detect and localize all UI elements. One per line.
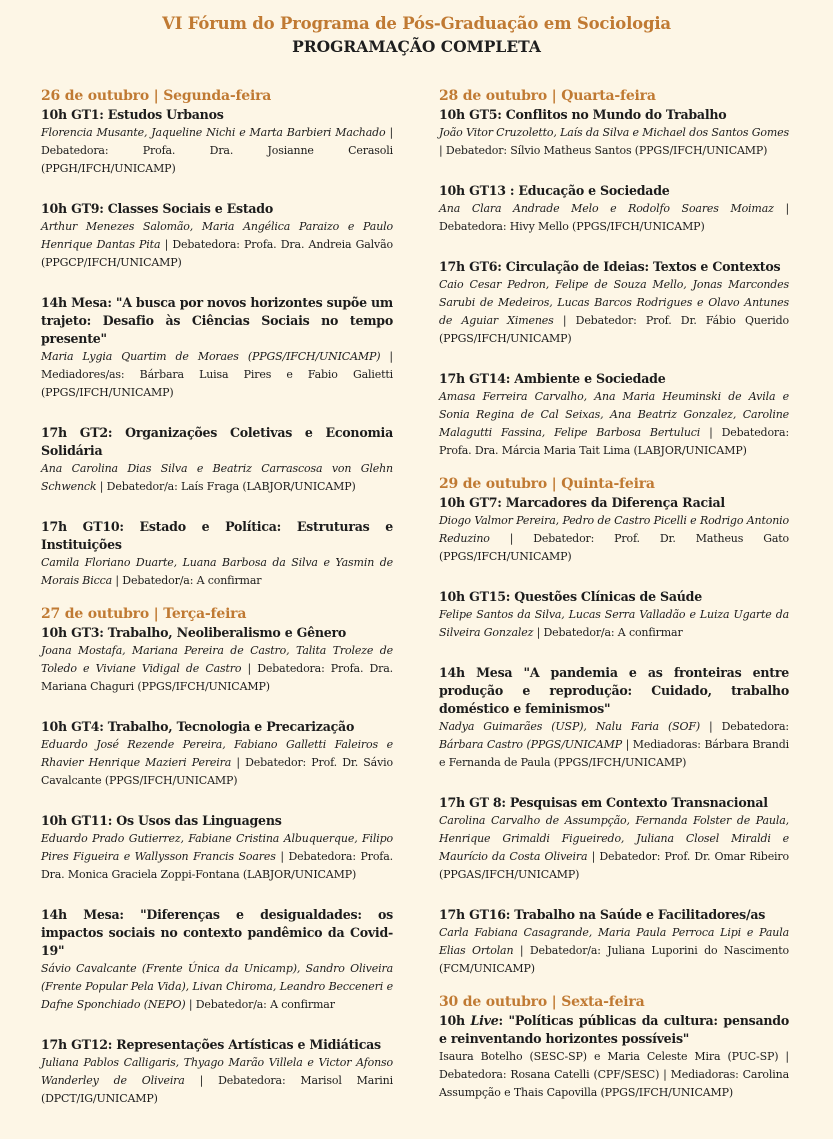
entry-details: | Debatedor: Prof. Dr. Sávio Cavalcante (PPGS/IFCH/UNICAMP) — [41, 756, 393, 787]
schedule-entry — [439, 494, 789, 566]
entry-title: 10h GT3: Trabalho, Neoliberalismo e Gênero — [41, 625, 347, 640]
entry-description — [439, 718, 789, 772]
entry-description — [439, 276, 789, 348]
entry-details: | Debatedora: Profa. Dra. Monica Graciela Zoppi-Fontana (LABJOR/UNICAMP) — [41, 850, 393, 881]
entry-description — [41, 218, 393, 272]
entry-details: | Debatedor/a: A confirmar — [112, 574, 262, 587]
entry-details: | Debatedor: Prof. Dr. Fábio Querido (PPGS/IFCH/UNICAMP) — [439, 314, 789, 345]
entry-people: Bárbara Castro (PPGS/UNICAMP — [439, 738, 622, 751]
day-heading: 29 de outubro | Quinta-feira — [439, 476, 655, 492]
entry-description — [41, 736, 393, 790]
entry-title: 17h GT 8: Pesquisas em Contexto Transnacional — [439, 795, 768, 810]
entry-title: 17h GT6: Circulação de Ideias: Textos e Contextos — [439, 259, 781, 274]
entry-title: 10h GT4: Trabalho, Tecnologia e Precarização — [41, 719, 355, 734]
entry-title: 10h GT1: Estudos Urbanos — [41, 107, 224, 122]
entry-details: | Debatedor: Sílvio Matheus Santos (PPGS/IFCH/UNICAMP) — [439, 144, 768, 157]
entry-details: | Debatedor/a: Juliana Luporini do Nascimento (FCM/UNICAMP) — [439, 944, 789, 975]
entry-people: Amasa Ferreira Carvalho, Ana Maria Heuminski de Avila e Sonia Regina de Cal Seixas, Ana Beatriz Gonzalez, Caroline Malagutti Fassina, Felipe Barbosa Bertuluci — [439, 390, 789, 439]
entry-title: 17h GT10: Estado e Política: Estruturas e Instituições — [41, 519, 393, 552]
entry-title: 14h Mesa: "Diferenças e desigualdades: os impactos sociais no contexto pandêmico da Covid-19" — [41, 907, 393, 958]
entry-description — [41, 642, 393, 696]
entry-description — [439, 512, 789, 566]
entry-people: Nadya Guimarães (USP), Nalu Faria (SOF) — [439, 720, 700, 733]
right-column — [439, 86, 789, 1124]
page-subtitle: PROGRAMAÇÃO COMPLETA — [292, 37, 541, 56]
entry-description — [439, 606, 789, 642]
schedule-entry — [41, 294, 393, 402]
entry-details: | Debatedora: — [699, 720, 789, 733]
entry-description — [41, 348, 393, 402]
entry-details: | Debatedora: Profa. Dra. Andreia Galvão (PPGCP/IFCH/UNICAMP) — [41, 238, 393, 269]
entry-description — [439, 924, 789, 978]
entry-people: Florencia Musante, Jaqueline Nichi e Marta Barbieri Machado — [41, 126, 386, 139]
entry-details: | Debatedora: Marisol Marini (DPCT/IG/UNICAMP) — [41, 1074, 393, 1105]
page-title: VI Fórum do Programa de Pós-Graduação em Sociologia — [162, 14, 671, 33]
schedule-entry — [41, 906, 393, 1014]
entry-title — [439, 1012, 789, 1048]
entry-title: 17h GT16: Trabalho na Saúde e Facilitadores/as — [439, 907, 766, 922]
entry-people: Arthur Menezes Salomão, Maria Angélica Paraizo e Paulo Henrique Dantas Pita — [41, 220, 393, 251]
entry-people: Caio Cesar Pedron, Felipe de Souza Mello, Jonas Marcondes Sarubi de Medeiros, Lucas Barcos Rodrigues e Olavo Antunes de Aguiar Ximenes — [439, 278, 789, 327]
entry-people: Ana Carolina Dias Silva e Beatriz Carrascosa von Glehn Schwenck — [41, 462, 393, 493]
entry-details: | Debatedora: Profa. Dra. Josianne Cerasoli (PPGH/IFCH/UNICAMP) — [41, 126, 394, 175]
entry-details: | Debatedora: Profa. Dra. Mariana Chaguri (PPGS/IFCH/UNICAMP) — [41, 662, 393, 693]
entry-people: Sávio Cavalcante (Frente Única da Unicamp), Sandro Oliveira (Frente Popular Pela Vida), Livan Chiroma, Leandro Becceneri e Dafne Sponchiado (NEPO) — [41, 962, 393, 1011]
entry-description — [41, 830, 393, 884]
entry-people: Carolina Carvalho de Assumpção, Fernanda Folster de Paula, Henrique Grimaldi Figueiredo, Juliana Closel Miraldi e Maurício da Costa Oliveira — [439, 814, 789, 863]
entry-description: Isaura Botelho (SESC-SP) e Maria Celeste Mira (PUC-SP) | Debatedora: Rosana Catelli (CPF/SESC) | Mediadoras: Carolina Assumpção e Thais Capovilla (PPGS/IFCH/UNICAMP) — [439, 1050, 789, 1099]
entry-details: | Debatedor: Prof. Dr. Omar Ribeiro (PPGAS/IFCH/UNICAMP) — [439, 850, 789, 881]
day-heading: 30 de outubro | Sexta-feira — [439, 994, 645, 1010]
entry-title: 14h Mesa "A pandemia e as fronteiras entre produção e reprodução: Cuidado, trabalho doméstico e feminismos" — [439, 665, 789, 716]
schedule-entry — [439, 664, 789, 772]
entry-description — [439, 124, 789, 160]
entry-people: Felipe Santos da Silva, Lucas Serra Valladão e Luiza Ugarte da Silveira Gonzalez — [439, 608, 789, 639]
schedule-entry — [41, 812, 393, 884]
entry-description — [439, 388, 789, 460]
entry-details: | Debatedora: Profa. Dra. Márcia Maria Tait Lima (LABJOR/UNICAMP) — [439, 426, 789, 457]
entry-title: 10h GT7: Marcadores da Diferença Racial — [439, 495, 725, 510]
left-column — [41, 86, 393, 1130]
live-label: Live — [470, 1013, 499, 1028]
entry-people: Joana Mostafa, Mariana Pereira de Castro, Talita Troleze de Toledo e Viviane Vidigal de Castro — [41, 644, 393, 675]
entry-details: | Debatedor/a: Laís Fraga (LABJOR/UNICAMP) — [96, 480, 356, 493]
entry-people: Carla Fabiana Casagrande, Maria Paula Perroca Lipi e Paula Elias Ortolan — [439, 926, 789, 957]
entry-description — [41, 460, 393, 496]
entry-people: Juliana Pablos Calligaris, Thyago Marão Villela e Victor Afonso Wanderley de Oliveira — [41, 1056, 393, 1087]
entry-people: Camila Floriano Duarte, Luana Barbosa da Silva e Yasmin de Morais Bicca — [41, 556, 393, 587]
schedule-entry — [439, 182, 789, 236]
day-heading: 28 de outubro | Quarta-feira — [439, 88, 656, 104]
entry-people: Diogo Valmor Pereira, Pedro de Castro Picelli e Rodrigo Antonio Reduzino — [439, 514, 789, 545]
schedule-entry — [439, 794, 789, 884]
schedule-entry — [439, 106, 789, 160]
entry-people: Ana Clara Andrade Melo e Rodolfo Soares Moimaz — [439, 202, 774, 215]
entry-title: 10h GT9: Classes Sociais e Estado — [41, 201, 274, 216]
entry-details: | Mediadoras: Bárbara Brandi e Fernanda de Paula (PPGS/IFCH/UNICAMP) — [439, 738, 789, 769]
schedule-entry — [41, 1036, 393, 1108]
schedule-entry — [439, 1012, 789, 1102]
entry-title: 10h GT5: Conflitos no Mundo do Trabalho — [439, 107, 727, 122]
day-heading: 26 de outubro | Segunda-feira — [41, 88, 272, 104]
entry-description — [41, 1054, 393, 1108]
entry-details: | Debatedor/a: A confirmar — [533, 626, 683, 639]
entry-people: Eduardo Prado Gutierrez, Fabiane Cristina Albuquerque, Filipo Pires Figueira e Wallysson Francis Soares — [41, 832, 393, 863]
entry-description — [439, 812, 789, 884]
entry-details: | Debatedor/a: A confirmar — [185, 998, 335, 1011]
entry-title: 10h GT11: Os Usos das Linguagens — [41, 813, 282, 828]
page-header — [0, 12, 833, 58]
entry-description — [41, 960, 393, 1014]
day-heading: 27 de outubro | Terça-feira — [41, 606, 247, 622]
entry-title: 10h GT13 : Educação e Sociedade — [439, 183, 670, 198]
entry-title: 10h GT15: Questões Clínicas de Saúde — [439, 589, 702, 604]
entry-title: 17h GT2: Organizações Coletivas e Economia Solidária — [41, 425, 393, 458]
entry-title: 14h Mesa: "A busca por novos horizontes supõe um trajeto: Desafio às Ciências Sociais no tempo presente" — [41, 295, 393, 346]
schedule-entry — [41, 424, 393, 496]
entry-details: | Debatedora: Hivy Mello (PPGS/IFCH/UNICAMP) — [439, 202, 790, 233]
schedule-entry — [439, 906, 789, 978]
schedule-entry — [41, 518, 393, 590]
schedule-entry — [439, 258, 789, 348]
entry-people: Eduardo José Rezende Pereira, Fabiano Galletti Faleiros e Rhavier Henrique Mazieri Pereira — [41, 738, 393, 769]
entry-time: 10h — [439, 1013, 471, 1028]
schedule-entry — [41, 200, 393, 272]
entry-details: | Mediadores/as: Bárbara Luisa Pires e Fabio Galietti (PPGS/IFCH/UNICAMP) — [41, 350, 393, 399]
entry-title-text: : "Políticas públicas da cultura: pensando e reinventando horizontes possíveis" — [439, 1013, 789, 1046]
entry-details: | Debatedor: Prof. Dr. Matheus Gato (PPGS/IFCH/UNICAMP) — [439, 532, 789, 563]
schedule-entry — [439, 588, 789, 642]
entry-description — [439, 200, 789, 236]
entry-people: João Vitor Cruzoletto, Laís da Silva e Michael dos Santos Gomes — [439, 126, 789, 139]
schedule-entry — [41, 718, 393, 790]
entry-title: 17h GT14: Ambiente e Sociedade — [439, 371, 666, 386]
entry-description — [41, 124, 393, 178]
schedule-entry — [41, 106, 393, 178]
entry-title: 17h GT12: Representações Artísticas e Midiáticas — [41, 1037, 381, 1052]
schedule-entry — [41, 624, 393, 696]
entry-people: Maria Lygia Quartim de Moraes (PPGS/IFCH/UNICAMP) — [41, 350, 381, 363]
entry-description — [41, 554, 393, 590]
schedule-entry — [439, 370, 789, 460]
